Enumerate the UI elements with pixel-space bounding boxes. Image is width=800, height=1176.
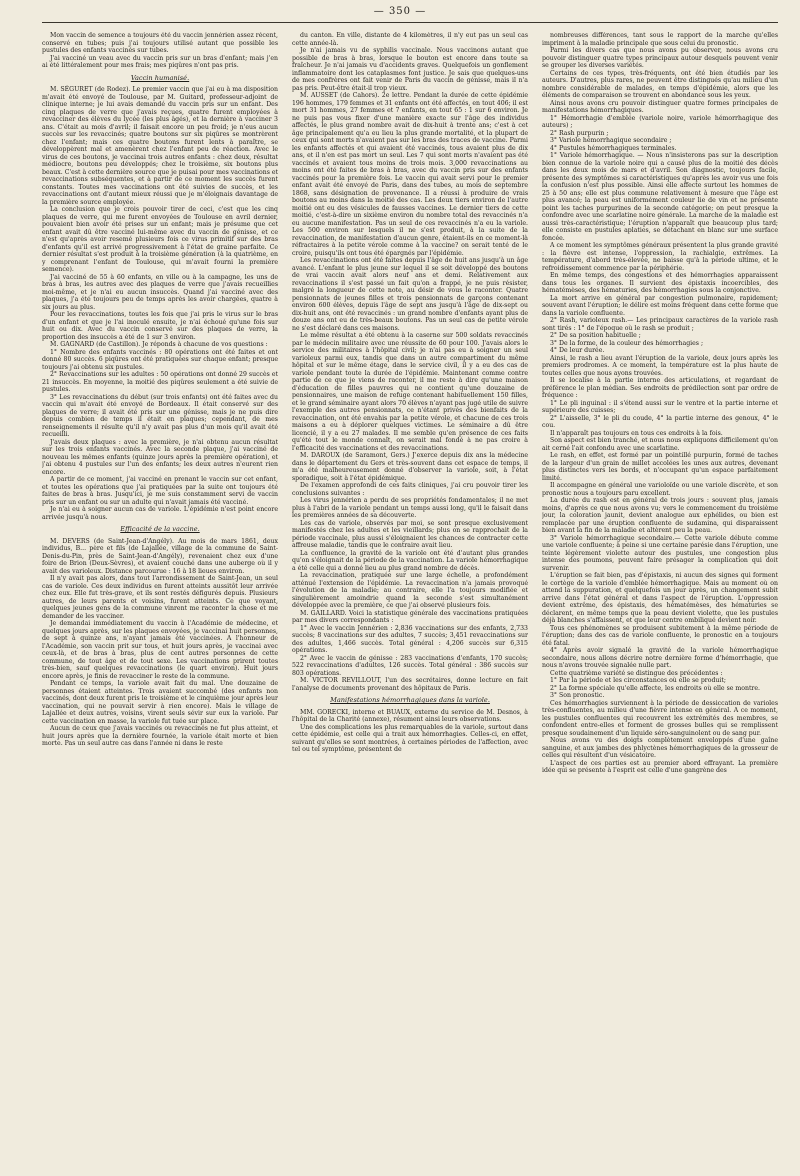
paragraph: L'aspect de ces parties est au premier abord effrayant. La première idée qui se présente à l'esprit est celle d'une gangrène des: [542, 759, 778, 774]
paragraph: du canton. En ville, distante de 4 kilomètres, il n'y eut pas un seul cas cette année-là.: [292, 32, 528, 47]
paragraph: J'ai vacciné de 55 à 60 enfants, en ville ou à la campagne, les uns de bras à bras, les autres avec des plaques de verre que j'avais recueillies moi-même, et je n'ai eu aucun insuccès. Quand j'ai vacciné avec des plaques, j'a été toujours peu de temps après les avoir chargées, quatre à six jours au plus.: [42, 273, 278, 311]
paragraph: Ces hémorrhagies surviennent à la période de dessiccation de varioles très-confluentes, au milieu d'une fièvre intense en général. A ce moment, les pustules confluentes qui recouvrent les extrémités des membres, se confondent entre-elles et forment de grosses bulles qui se remplissent presque soudainement d'un liquide séro-sanguinolent ou de sang pur.: [542, 699, 778, 737]
paragraph: 1° Variole hémorrhagique. — Nous n'insisterons pas sur la description bien connue de la variole noire qui a causé plus de la moitié des décès dans les deux mois de mars et d'avril. Son diagnostic, toujours facile, présente des symptômes si caractéristiques qu'après les avoir vus une fois la confusion n'est plus possible. Ainsi elle affecte surtout les hommes de 25 à 50 ans; elle est plus commune relativement à mesure que l'âge est plus avancé; la peau est uniformément couleur lie de vin et ne présente point les taches purpurines de la seconde catégorie; on peut presque la confondre avec une scarlatine noire générale. La marche de la maladie est aussi très-caractéristique; l'éruption n'apparaît que beaucoup plus tard; elle consiste en pustules aplaties, se détachant en blanc sur une surface foncée.: [542, 152, 778, 242]
paragraph: 3° De la forme, de la couleur des hémorrhagies ;: [550, 339, 704, 347]
paragraph: La durée du rash est en général de trois jours : souvent plus, jamais moins, d'après ce que nous avons vu; vers le commencement du troisième jour, la coloration jaunit, devient analogue aux ephélides, ou bien est remplacée par une éruption confluente de sudamina, qui disparaissent bien avant la fin de la maladie et altèrent peu la peau.: [542, 497, 778, 534]
paragraph: En même temps, des congestions et des hémorrhagies apparaissent dans tous les organes. Il survient des épistaxis incoercibles, des hématémèses, des hématuries, des hémorrhagies sous la conjonctive.: [542, 272, 778, 294]
paragraph: 3° Son pronostic.: [550, 692, 605, 699]
section-heading-manifestations: Manifestations hémorrhagiques dans la variole.: [330, 696, 490, 704]
paragraph: Je n'ai jamais vu de syphilis vaccinale. Nous vaccinons autant que possible de bras à bras, lorsque le bouton est encore dans toute sa fraîcheur. Je n'ai jamais vu d'accidents graves. Quelquefois un gonflement inflammatoire dont les cataplasmes font justice. Je sais que quelques-uns de mes confrères ont fait venir de Paris du vaccin de génisse, mais il n'a pas pris. Peut-être était-il trop vieux.: [292, 47, 528, 92]
paragraph: Pour les revaccinations, toutes les fois que j'ai pris le virus sur le bras d'un enfant et que je l'ai inoculé ensuite, je n'ai échoué qu'une fois sur huit ou dix. Avec du vaccin conservé sur des plaques de verre, la proportion des insuccès a été de 1 sur 3 environ.: [42, 311, 278, 341]
paragraph: Parmi les divers cas que nous avons pu observer, nous avons cru pouvoir distinguer quatre types principaux autour desquels peuvent venir se grouper les diverses variétés.: [542, 47, 778, 69]
paragraph: Aucun de ceux que j'avais vaccinés ou revaccinés ne fut plus atteint, et huit jours après que la dernière fournée, la variole était morte et bien morte. Pas un seul autre cas dans l'année ni dans le reste: [42, 725, 278, 747]
paragraph: M. SÉGURET (de Rodez). Le premier vaccin que j'ai eu à ma disposition m'avait été envoyé de Toulouse, par M. Guitard, professeur-adjoint de clinique interne; je lui avais demandé du vaccin pris sur un enfant. Des cinq plaques de verre que j'avais reçues, quatre furent employées à revacciner des élèves du lycée (les plus âgés), et la dernière à vacciner 3 ans. C'était au mois d'avril; il faisait encore un peu froid; je n'eus aucun succès sur les revaccinés; quatre boutons sur six piqûres se montrèrent chez l'enfant; mais ces quatre boutons furent lents à paraître, se développèrent mal et amenèrent chez l'enfant peu de réaction. Avec le virus de ces boutons, je vaccinai trois autres enfants : chez deux, résultat médiocre, boutons peu développés; chez le troisième, six boutons plus beaux. C'est à cette dernière source que je puisai pour mes vaccinations et revaccinations subséquentes, et à partir de ce moment les succès furent constants. Toutes mes vaccinations ont été suivies de succès, et les revaccinations ont d'autant mieux réussi que je m'éloignais davantage de la première source employée.: [42, 86, 278, 206]
paragraph: Ainsi nous avons cru pouvoir distinguer quatre formes principales de manifestations hémorrhagiques.: [542, 99, 778, 114]
paragraph: 2° Avec le vaccin de génisse : 283 vaccinations d'enfants, 170 succès; 522 revaccinations d'adultes, 126 succès. Total général : 386 succès sur 803 opérations.: [292, 654, 528, 677]
paragraph: A partir de ce moment, j'ai vacciné en prenant le vaccin sur cet enfant, et toutes les opérations que j'ai pratiquées par la suite ont toujours été faites de bras à bras. Jusqu'ici, je me suis constamment servi de vaccin pris sur un enfant ou sur un adulte qui n'avait jamais été vacciné.: [42, 476, 278, 506]
page-number: — 350 —: [373, 6, 427, 17]
paragraph: 4° Pustules hémorrhagiques terminales.: [550, 144, 677, 152]
paragraph: De l'examen approfondi de ces faits cliniques, j'ai cru pouvoir tirer les conclusions suivantes :: [292, 482, 528, 497]
paragraph: Je n'ai eu à soigner aucun cas de variole. L'épidémie n'est point encore arrivée jusqu'à nous.: [42, 506, 278, 521]
paragraph: M. VICTOR REVILLOUT, l'un des secrétaires, donne lecture en fait l'analyse de documents provenant des hôpitaux de Paris.: [292, 677, 528, 692]
paragraph: Certains de ces types, très-fréquents, ont été bien étudiés par les auteurs. D'autres, plus rares, ne peuvent être distingués qu'au milieu d'un nombre considérable de malades, en temps d'épidémie, alors que les éléments de comparaison se trouvent en abondance sous les yeux.: [542, 69, 778, 99]
paragraph: 3° Variole hémorrhagique secondaire.— Cette variole débute comme une variole confluente; à peine si une certaine parésie dans l'éruption, une teinte légèrement violette autour des pustules, une congestion plus intense des poumons, peuvent faire présager la complication qui doit survenir.: [542, 534, 778, 572]
paragraph: 1° Avec le vaccin Jennérien : 2,836 vaccinations sur des enfants, 2,733 succès; 8 vaccinations sur des adultes, 7 succès; 3,451 revaccinations sur des adultes, 1,466 succès. Total général : 4,206 succès sur 6,315 opérations.: [292, 624, 528, 654]
paragraph: Son aspect est bien tranché, et nous nous expliquons difficilement qu'on ait cerné l'ait confondu avec une scarlatine.: [542, 437, 778, 452]
header-rule: [42, 22, 778, 23]
paragraph: L'éruption se fait bien, pas d'épistaxis, ni aucun des signes qui forment le cortège de la variole d'emblée hémorrhagique. Mais au moment où on attend la suppuration, et quelquefois un jour après, un changement subit arrive dans l'état général et dans l'aspect de l'éruption. L'oppression devient extrême, des épistaxis, des hématémèses, des hématuries se déclarent, en même temps que la peau devient violette, que les pustules déjà blanches s'affaissent, et que leur centre ombiliqué devient noir.: [542, 572, 778, 624]
paragraph: J'ai vacciné un veau avec du vaccin pris sur un bras d'enfant; mais j'en ai été littéralement pour mes frais; mes piqûres n'ont pas pris.: [42, 54, 278, 69]
paragraph: La conclusion que je crois pouvoir tirer de ceci, c'est que les cinq plaques de verre, qui me furent envoyées de Toulouse en avril dernier, pouvaient bien avoir été prises sur un enfant; mais je présume que cet enfant avait dû être vacciné lui-même avec du vaccin de génisse, et ce n'est qu'après avoir resemé plusieurs fois ce virus primitif sur des bras d'enfants qu'il est arrivé progressivement à l'état de graine parfaite. Ce dernier résultat s'est produit à la troisième génération (à la quatrième, en y comprenant l'enfant de Toulouse, qui m'avait fourni la première semence).: [42, 206, 278, 273]
paragraph: nombreuses différences, tant sous le rapport de la marche qu'elles impriment à la maladie principale que sous celui du pronostic.: [542, 32, 778, 47]
paragraph: Il n'apparaît pas toujours en tous ces endroits à la fois.: [550, 429, 723, 437]
col2-top-paragraphs: [292, 32, 528, 692]
paragraph: Il se localise à la partie interne des articulations, et regardant de préférence le plan médian. Ses endroits de prédilection sont par ordre de fréquence :: [542, 377, 778, 399]
paragraph: Les revaccinations ont été faites depuis l'âge de huit ans jusqu'à un âge avancé. L'enfant le plus jeune sur lequel il se soit développé des boutons de vrai vaccin avait alors neuf ans et demi. Relativement aux revaccinations il s'est passé un fait qu'on a frappé, je ne puis résister, malgré la longueur de cette note, au désir de vous le raconter. Quatre pensionnats de jeunes filles et trois pensionnats de garçons contenant environ 600 élèves, depuis l'âge de sept ans jusqu'à l'âge de dix-sept ou dix-huit ans, ont été revaccinés : un grand nombre d'enfants ayant plus de douze ans ont eu de très-beaux boutons. Pas un seul cas de petite vérole ne s'est déclaré dans ces maisons.: [292, 257, 528, 332]
col1-mid-paragraphs: [42, 86, 278, 521]
section-heading-vaccin-humanise: Vaccin humanisé.: [130, 73, 190, 82]
paragraph: Pendant ce temps, la variole avait fait du mal. Une douzaine de personnes étaient atteintes. Trois avaient succombé (des enfants non vaccinés, dont deux furent pris le troisième et le cinquième jour après leur vaccination, qui ne pouvait servir à rien encore). Mais le village de Lajallée et deux autres, voisins, virent seuls sévir sur eux la variole. Par cette vaccination en masse, la variole fut tuée sur place.: [42, 680, 278, 725]
paragraph: Les cas de variole, observés par moi, se sont presque exclusivement manifestés chez les adultes et les vieillards; plus on se rapprochait de la période vaccinale, plus aussi s'éloignaient les chances de contracter cette affreuse maladie, tandis que le contraire avait lieu.: [292, 519, 528, 549]
paragraph: La mort arrive en général par congestion pulmonaire, rapidement; souvent avant l'éruption; le délire est moins fréquent dans cette forme que dans la variole confluente.: [542, 294, 778, 317]
paragraph: J'avais deux plaques : avec la première, je n'ai obtenu aucun résultat sur les trois enfants vaccinés. Avec la seconde plaque, j'ai vacciné de nouveau les mêmes enfants (quinze jours après la première opération), et j'ai obtenu 4 pustules sur l'un des enfants; les deux autres n'eurent rien encore.: [42, 438, 278, 476]
paragraph: 1° Le pli inguinal : il s'étend aussi sur le ventre et la partie interne et supérieure des cuisses;: [542, 399, 778, 414]
column-1: [42, 32, 278, 1170]
paragraph: 2° La forme spéciale qu'elle affecte, les endroits où elle se montre.: [550, 684, 761, 692]
paragraph: 1° Par la période et les circonstances où elle se produit;: [550, 677, 726, 684]
column-3: [542, 32, 778, 1170]
paragraph: 2° De sa position habituelle ;: [550, 332, 641, 339]
paragraph: 3° Variole hémorrhagique secondaire ;: [550, 137, 672, 144]
paragraph: La revaccination, pratiquée sur une large échelle, a profondément atténué l'extension de l'épidémie. La revaccination n'a jamais provoqué l'évolution de la maladie; au contraire, elle l'a toujours modifiée et singulièrement amoindrie quand la seconde s'est simultanément développée avec la première, ce que j'ai observé plusieurs fois.: [292, 572, 528, 609]
paragraph: 2° Rash purpurin ;: [550, 129, 609, 137]
col2-bottom-paragraphs: [292, 709, 528, 754]
paragraph: Je demandai immédiatement du vaccin à l'Académie de médecine, et quelques jours après, sur les plaques envoyées, je vaccinai huit personnes, de sept à quinze ans, n'ayant jamais été vaccinées. A l'honneur de l'Académie, son vaccin prit sur tous, et huit jours après, je vaccinai avec ceux-là, et de bras à bras, plus de cent autres personnes de cette commune, de tout âge et de tout sexe. Les vaccinations prirent toutes très-bien, sauf quelques revaccinations (le quart environ). Huit jours encore après, je finis de revacciner le reste de la commune.: [42, 620, 278, 680]
paragraph: M. AUSSET (de Cahors). 2e lettre. Pendant la durée de cette épidémie 196 hommes, 179 femmes et 31 enfants ont été affectés, en tout 406; il est mort 31 hommes, 27 femmes et 7 enfants, en tout 65 : 1 sur 6 environ. Je ne puis pas vous fixer d'une manière exacte sur l'âge des individus affectés, le plus grand nombre avait de dix-huit à trente ans; c'est à cet âge principalement qu'a eu lieu la plus grande mortalité, et la plupart de ceux qui sont morts n'avaient pas sur les bras des traces de vaccine. Parmi les enfants affectés et qui avaient été vaccinés, tous avaient plus de dix ans, et il n'en est pas mort un seul. Les 7 qui sont morts n'avaient pas été vaccinés et avaient tous moins de trois mois. 3,000 revaccinations au moins ont été faites de bras à bras, avec du vaccin pris sur des enfants vaccinés pour la première fois. Le vaccin qui avait servi pour le premier enfant avait été envoyé de Paris, dans des tubes, au mois de septembre 1868, sans désignation de provenance. Il a réussi à produire de vrais boutons au moins dans la moitié des cas. Les deux tiers environ de l'autre moitié ont eu des vésicules de fausses vaccines. Le dernier tiers de cette moitié, c'est-à-dire un sixième environ du nombre total des revaccinés n'a eu aucune manifestation. Pas un seul de ces revaccinés n'a eu la variole. Les 500 environ sur lesquels il ne s'est produit, à la suite de la revaccination, de manifestation d'aucun genre, étaient-ils en ce moment-là réfractaires à la petite vérole comme à la vaccine? on serait tenté de le croire, puisqu'ils ont tous été épargnés par l'épidémie.: [292, 92, 528, 257]
col1-bottom-paragraphs: [42, 538, 278, 748]
paragraph: Mon vaccin de semence a toujours été du vaccin jennérien assez récent, conservé en tubes; puis j'ai toujours utilisé autant que possible les pustules des enfants vaccinés sur tubes.: [42, 32, 278, 54]
paragraph: Le même résultat a été obtenu à la caserne sur 500 soldats revaccinés par le médecin militaire avec une réussite de 60 pour 100. J'avais alors le service des militaires à l'hôpital civil; je n'ai pas eu à soigner un seul varioleux parmi eux, tandis que dans un autre compartiment du même hôpital et sur le même étage, dans le service civil, il y a eu des cas de variole pendant toute la durée de l'épidémie. Maintenant comme contre partie de ce que je viens de raconter, il me reste à dire qu'une maison d'éducation de filles pauvres qui ne contient qu'une douzaine de pensionnaires, une maison de refuge contenant habituellement 150 filles, et le grand séminaire ayant alors 70 élèves n'ayant pas jugé utile de suivre l'exemple des autres pensionnats, ce n'étant privés des bienfaits de la revaccination, ont été envahis par la petite vérole, et chacune de ces trois maisons a eu à déplorer quelques victimes. Le séminaire a dû être licencié, il y a eu 27 malades. Il me semble qu'en présence de ces faits qu'été tout le monde connaît, on serait mal fondé à ne pas croire à l'efficacité des vaccinations et des revaccinations.: [292, 332, 528, 452]
col3-paragraphs: [542, 32, 778, 775]
paragraph: Une des complications les plus remarquables de la variole, surtout dans cette épidémie, est celle qui a trait aux hémorrhagies. Celles-ci, en effet, suivant qu'elles se sont montrées, à certaines périodes de l'affection, avec tel ou tel symptôme, présentent de: [292, 723, 528, 753]
section-heading-efficacite: Efficacité de la vaccine.: [120, 525, 200, 533]
paragraph: 4° Après avoir signalé la gravité de la variole hémorrhagique secondaire, nous allons décrire notre dernière forme d'hémorrhagie, que nous n'avons trouvée signalée nulle part.: [542, 647, 778, 669]
paragraph: Nous avons vu des doigts complètement enveloppés d'une gaîne sanguine, et aux jambes des phlyctènes hémorrhagiques de la grosseur de celles qui résultent d'un vésicatoire.: [542, 737, 778, 759]
paragraph: A ce moment les symptômes généraux présentent la plus grande gravité : la fièvre est intense, l'oppression, la rachialgie, extrêmes. La température, d'abord très-élevée, ne baisse qu'à la période ultime, et le refroidissement commence par la périphérie.: [542, 242, 778, 272]
col1-top-paragraphs: [42, 32, 278, 70]
paragraph: 4° De leur durée.: [550, 347, 605, 354]
paragraph: Les virus jennérien a perdu de ses propriétés fondamentales; il ne met plus à l'abri de la variole pendant un temps aussi long, qu'il le faisait dans les premières années de sa découverte.: [292, 497, 528, 519]
paragraph: Cette quatrième variété se distingue des précédentes :: [550, 669, 723, 677]
paragraph: Tous ces phénomènes se produisent subitement à la même période de l'éruption; dans des cas de variole confluente, le pronostic en a toujours été fatal.: [542, 624, 778, 647]
paragraph: 2° Rash, varioleux rash.— Les principaux caractères de la variole rash sont tirés : 1° de l'époque où le rash se produit ;: [542, 317, 778, 332]
paragraph: M. DAROUX (de Saramont, Gers.) J'exerce depuis dix ans la médecine dans le département du Gers et très-souvent dans cet espace de temps, il m'a été malheureusement donné d'observer la variole, soit, à l'état sporadique, soit à l'état épidémique.: [292, 452, 528, 482]
paragraph: La confluence, la gravité de la variole ont été d'autant plus grandes qu'on s'éloignait de la période de la vaccination. La variole hémorrhagique a été celle qui a donné lieu au plus grand nombre de décès.: [292, 549, 528, 572]
paragraph: 2° Revaccinations sur les adultes : 50 opérations ont donné 29 succès et 21 insuccès. En moyenne, la moitié des piqûres seulement a été suivie de pustules.: [42, 371, 278, 393]
paragraph: 3° Les revaccinations du début (sur trois enfants) ont été faites avec du vaccin qui m'avait été envoyé de Bordeaux. Il était conservé sur des plaques de verre; il avait été pris sur une génisse, mais je ne puis dire depuis combien de temps il était en plaques; cependant, de mes renseignements il résulte qu'il n'y avait pas plus d'un mois qu'il avait été recueilli.: [42, 393, 278, 438]
paragraph: M. GAILLARD. Voici la statistique générale des vaccinations pratiquées par mes divers correspondants :: [292, 609, 528, 624]
paragraph: Le rash, en effet, est formé par un pointillé purpurin, formé de taches de la largeur d'un grain de millet accolées les unes aux autres, devenant plus distinctes vers les bords, et n'occupant qu'un espace parfaitement limité.: [542, 452, 778, 482]
paragraph: M. GAGNARD (de Castillon). Je réponds à chacune de vos questions :: [50, 341, 268, 348]
paragraph: 1° Nombre des enfants vaccinés : 80 opérations ont été faites et ont donné 80 succès. 6 piqûres ont été pratiquées sur chaque enfant; presque toujours j'ai obtenu six pustules.: [42, 348, 278, 371]
paragraph: Ainsi, le rash a lieu avant l'éruption de la variole, deux jours après les premiers prodromes. A ce moment, la température est la plus haute de toutes celles que nous ayons trouvées.: [542, 354, 778, 377]
paragraph: MM. GORECKI, interne et BUAUX, externe du service de M. Desnos, à l'hôpital de la Charité (annexe), résument ainsi leurs observations.: [292, 708, 528, 723]
paragraph: M. DEVERS (de Saint-Jean-d'Angély). Au mois de mars 1861, deux individus, B... père et fils (de Lajallée, village de la commune de Saint-Denis-du-Pin, près de Saint-Jean-d'Angély), revenaient chez eux d'une foire de Brion (Deux-Sèvres), et avaient couché dans une auberge où il y avait des varioleux. Distance parcourue : 16 à 18 lieues environ.: [42, 537, 278, 575]
paragraph: 1° Hémorrhagie d'emblée (variole noire, variole hémorrhagique des auteurs) ;: [542, 114, 778, 129]
paragraph: Il n'y avait pas alors, dans tout l'arrondissement de Saint-Jean, un seul cas de variole. Ces deux individus en furent atteints aussitôt leur arrivée chez eux. Elle fut très-grave, et ils sont restés défigurés depuis. Plusieurs autres, de leurs parents et voisins, furent atteints. Ce que voyant, quelques jeunes gens de la commune vinrent me raconter la chose et me demander de les vacciner.: [42, 575, 278, 620]
paragraph: 2° L'aisselle, 3° le pli du coude, 4° la partie interne des genoux, 4° le cou.: [542, 414, 778, 429]
paragraph: Il accompagne en général une varioloïde ou une variole discrète, et son pronostic nous a toujours paru excellent.: [542, 482, 778, 497]
column-2: [292, 32, 528, 1170]
article-columns: [42, 32, 778, 1170]
